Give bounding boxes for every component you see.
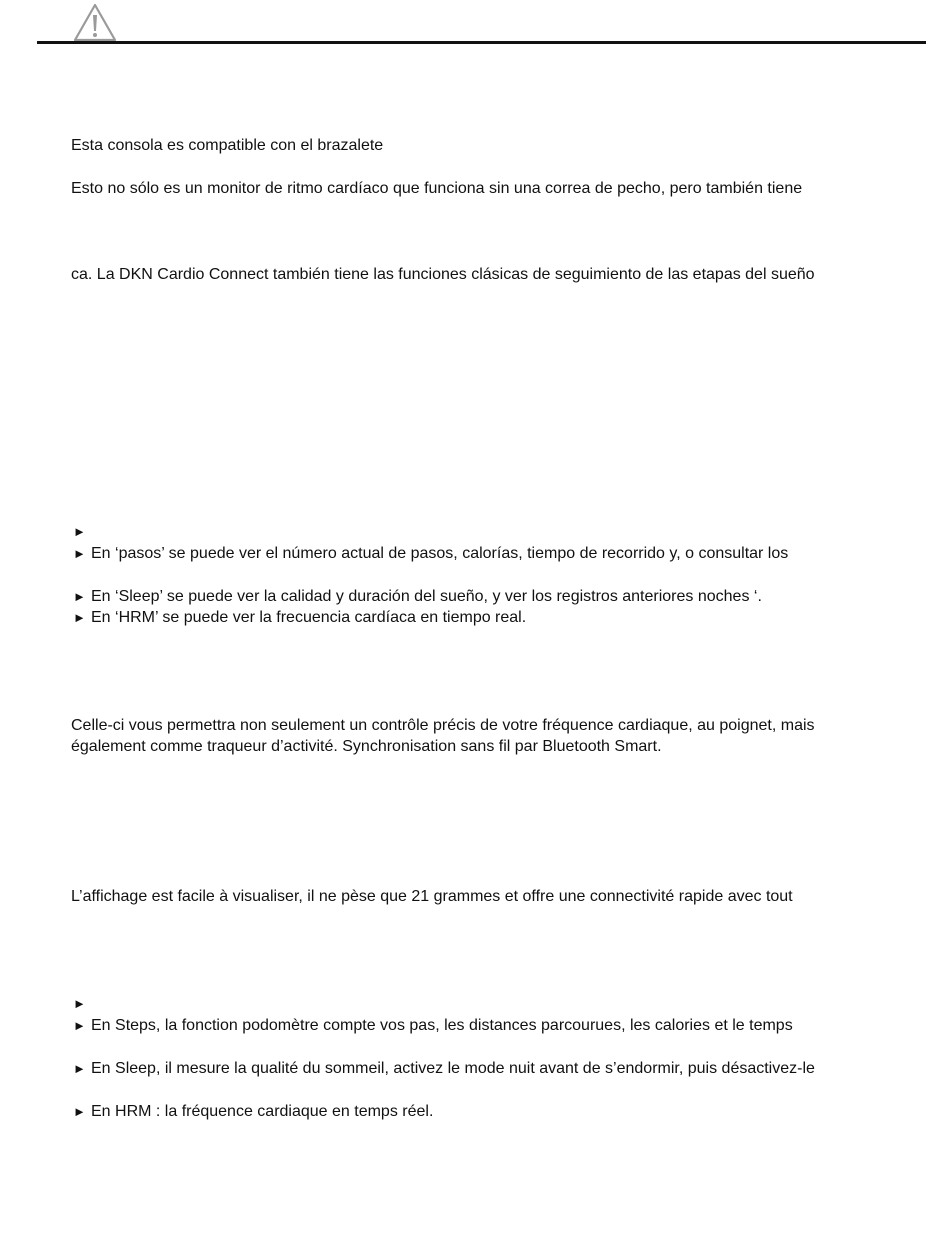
- bullet-text: En Sleep, il mesure la qualité du sommeil, activez le mode nuit avant de s’endormir, puis désactivez-le: [91, 1060, 815, 1077]
- es-bullet-sleep: [73, 587, 762, 607]
- fr-empty-bullet: [73, 994, 91, 1014]
- fr-paragraph-1-line-2: également comme traqueur d’activité. Synchronisation sans fil par Bluetooth Smart.: [71, 738, 662, 755]
- bullet-arrow-icon: ►: [73, 1061, 86, 1076]
- bullet-text: En Steps, la fonction podomètre compte vos pas, les distances parcourues, les calories et le temps: [91, 1017, 793, 1034]
- bullet-text: En ‘HRM’ se puede ver la frecuencia cardíaca en tiempo real.: [91, 609, 527, 626]
- fr-paragraph-2: L’affichage est facile à visualiser, il ne pèse que 21 grammes et offre une connectivité rapide avec tout: [71, 888, 793, 905]
- header-rule: [37, 41, 926, 44]
- fr-bullet-steps: [73, 1016, 793, 1036]
- es-empty-bullet: [73, 522, 91, 542]
- warning-triangle-icon: [72, 2, 118, 42]
- fr-bullet-hrm: [73, 1102, 433, 1122]
- bullet-arrow-icon: ►: [73, 610, 86, 625]
- bullet-arrow-icon: ►: [73, 524, 86, 539]
- es-bullet-pasos: [73, 544, 788, 564]
- bullet-arrow-icon: ►: [73, 546, 86, 561]
- es-bullet-hrm: [73, 608, 526, 628]
- es-paragraph-3: ca. La DKN Cardio Connect también tiene las funciones clásicas de seguimiento de las etapas del sueño: [71, 266, 815, 283]
- bullet-arrow-icon: ►: [73, 1018, 86, 1033]
- bullet-text: En ‘pasos’ se puede ver el número actual de pasos, calorías, tiempo de recorrido y, o consultar los: [91, 545, 789, 562]
- bullet-arrow-icon: ►: [73, 996, 86, 1011]
- fr-bullet-sleep: [73, 1059, 815, 1079]
- bullet-text: En ‘Sleep’ se puede ver la calidad y duración del sueño, y ver los registros anteriores noches ‘.: [91, 588, 762, 605]
- bullet-arrow-icon: ►: [73, 1104, 86, 1119]
- bullet-arrow-icon: ►: [73, 589, 86, 604]
- bullet-text: En HRM : la fréquence cardiaque en temps réel.: [91, 1103, 434, 1120]
- fr-paragraph-1-line-1: Celle-ci vous permettra non seulement un contrôle précis de votre fréquence cardiaque, au poignet, mais: [71, 717, 815, 734]
- es-paragraph-1: Esta consola es compatible con el brazalete: [71, 137, 384, 154]
- es-paragraph-2: Esto no sólo es un monitor de ritmo cardíaco que funciona sin una correa de pecho, pero también tiene: [71, 180, 803, 197]
